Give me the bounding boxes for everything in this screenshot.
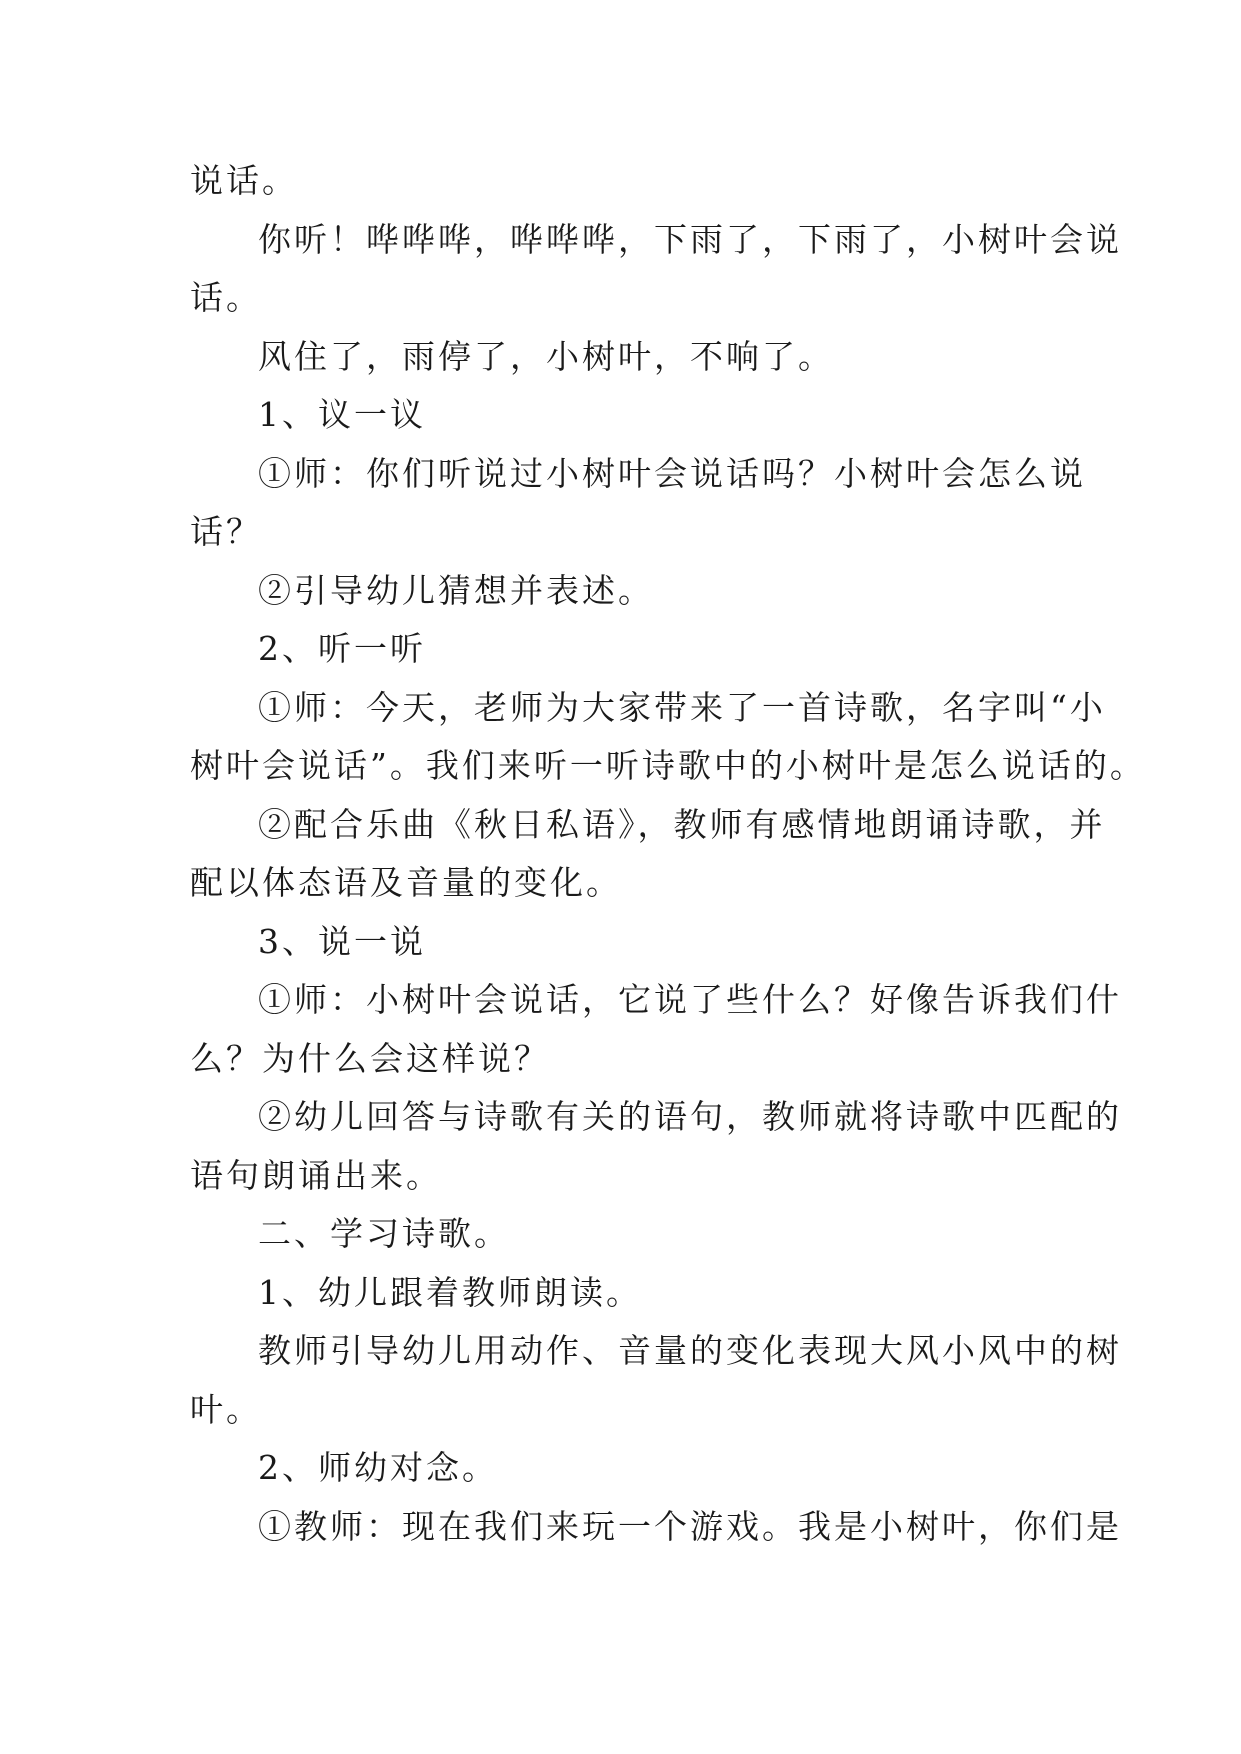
section-heading: 2、听一听 — [258, 629, 426, 668]
paragraph-line: ②引导幼儿猜想并表述。 — [258, 570, 654, 610]
paragraph-line: 教师引导幼儿用动作、音量的变化表现大风小风中的树 — [258, 1331, 1122, 1370]
paragraph-line: 1、幼儿跟着教师朗读。 — [258, 1272, 642, 1312]
paragraph-line: ①教师：现在我们来玩一个游戏。我是小树叶，你们是 — [258, 1506, 1122, 1546]
paragraph-line: 叶。 — [190, 1389, 262, 1429]
paragraph-line: 树叶会说话”。我们来听一听诗歌中的小树叶是怎么说话的。 — [190, 746, 1146, 785]
paragraph-line: 说话。 — [190, 161, 298, 200]
paragraph-line: 话。 — [190, 278, 262, 317]
paragraph-line: ②配合乐曲《秋日私语》，教师有感情地朗诵诗歌，并 — [258, 804, 1106, 844]
document-body — [190, 152, 1146, 1556]
paragraph-line: 2、师幼对念。 — [258, 1448, 498, 1487]
paragraph-line: ①师：小树叶会说话，它说了些什么？好像告诉我们什 — [258, 980, 1122, 1019]
paragraph-line: ①师：今天，老师为大家带来了一首诗歌，名字叫“小 — [258, 687, 1106, 727]
paragraph-line: 你听！哗哗哗，哗哗哗，下雨了，下雨了，小树叶会说 — [258, 219, 1122, 259]
paragraph-line: 风住了，雨停了，小树叶，不响了。 — [258, 336, 834, 376]
section-heading: 3、说一说 — [258, 921, 426, 961]
section-heading: 二、学习诗歌。 — [258, 1214, 510, 1253]
paragraph-line: 语句朗诵出来。 — [190, 1155, 442, 1195]
paragraph-line: 么？为什么会这样说？ — [190, 1038, 550, 1078]
section-heading: 1、议一议 — [258, 395, 426, 434]
paragraph-line: 配以体态语及音量的变化。 — [190, 863, 622, 902]
paragraph-line: 话？ — [190, 512, 262, 551]
paragraph-line: ②幼儿回答与诗歌有关的语句，教师就将诗歌中匹配的 — [258, 1097, 1122, 1136]
paragraph-line: ①师：你们听说过小树叶会说话吗？小树叶会怎么说 — [258, 453, 1086, 493]
